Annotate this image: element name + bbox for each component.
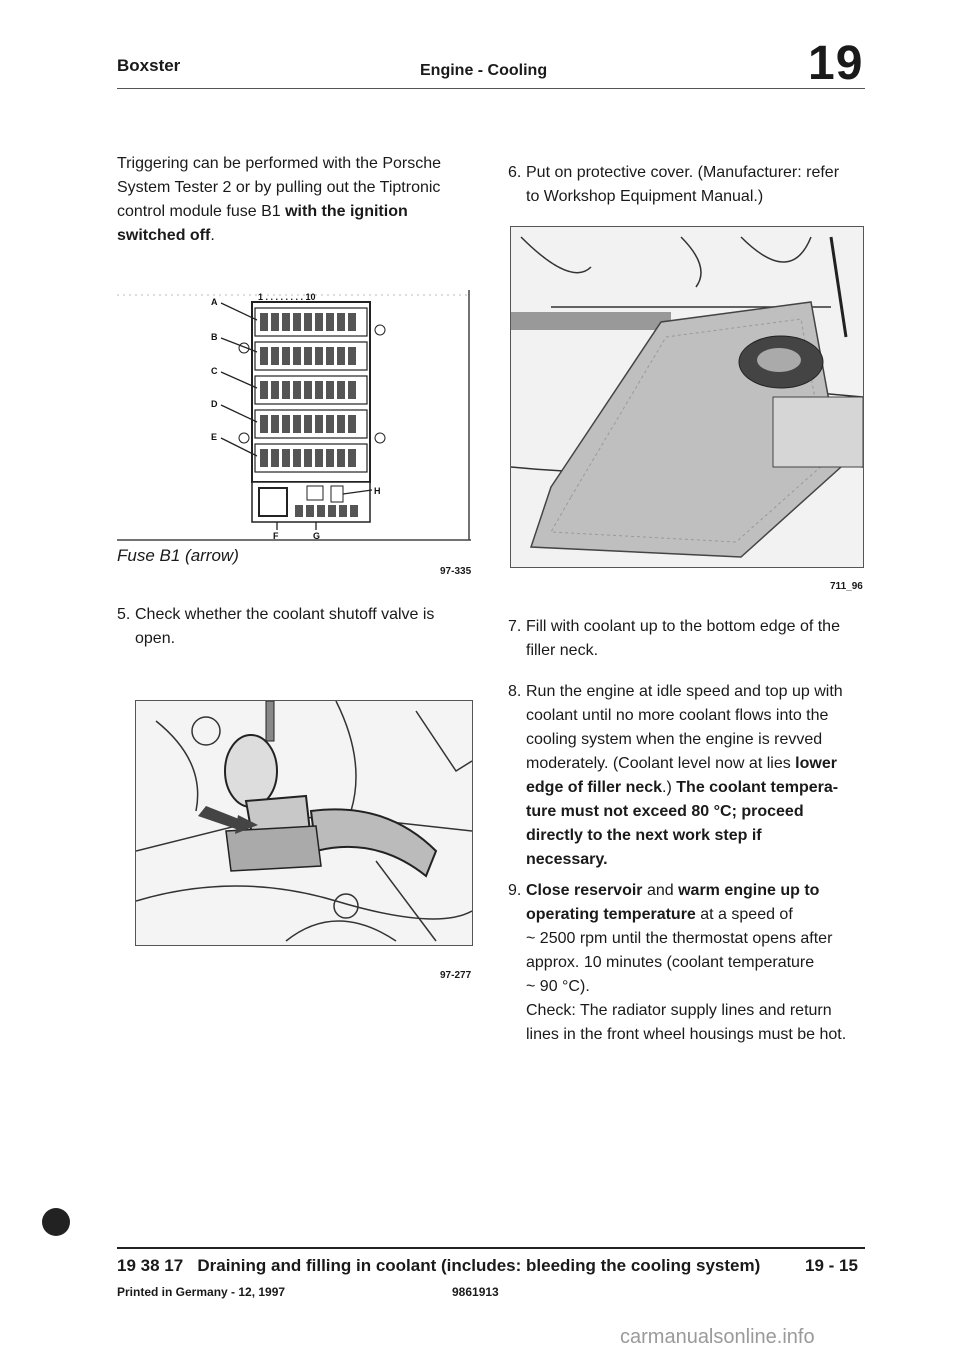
step-number: 6. bbox=[508, 164, 522, 181]
intro-line: Triggering can be performed with the Porsche bbox=[117, 155, 442, 172]
fuse-row-label: E bbox=[211, 432, 218, 442]
fig1-caption: Fuse B1 (arrow) bbox=[117, 546, 239, 565]
header-model: Boxster bbox=[117, 56, 181, 75]
intro-line: switched off. bbox=[117, 227, 215, 244]
footer-rule bbox=[117, 1247, 865, 1249]
fuse-bottom-label: F bbox=[273, 531, 279, 541]
fuse-box-illustration bbox=[117, 290, 471, 542]
step-line: moderately. (Coolant level now at lies lower bbox=[526, 755, 837, 772]
step-number: 7. bbox=[508, 618, 522, 635]
protective-cover-figure bbox=[510, 226, 864, 568]
header-title: Engine - Cooling bbox=[420, 62, 548, 79]
step-line: coolant until no more coolant flows into the bbox=[526, 707, 829, 724]
intro-line: control module fuse B1 with the ignition bbox=[117, 203, 408, 220]
printed-info: Printed in Germany - 12, 1997 bbox=[117, 1285, 286, 1299]
step-line: directly to the next work step if bbox=[526, 827, 762, 844]
step-7 bbox=[508, 615, 868, 663]
step-line: edge of filler neck.) The coolant tempera- bbox=[526, 779, 839, 796]
fuse-row-label: A bbox=[211, 297, 218, 307]
header-rule bbox=[117, 88, 865, 89]
step-line: ture must not exceed 80 °C; proceed bbox=[526, 803, 804, 820]
watermark: carmanualsonline.info bbox=[620, 1326, 815, 1348]
step-line: Run the engine at idle speed and top up with bbox=[526, 683, 843, 700]
fig3-id: 711_96 bbox=[830, 581, 863, 592]
intro-paragraph bbox=[117, 152, 467, 248]
fuse-row-label: D bbox=[211, 399, 218, 409]
step-line: necessary. bbox=[526, 851, 608, 868]
step-8 bbox=[508, 680, 868, 872]
step-line: Close reservoir and warm engine up to bbox=[526, 882, 820, 899]
coolant-valve-figure bbox=[135, 700, 473, 946]
fuse-row-label: C bbox=[211, 366, 218, 376]
fig2-id: 97-277 bbox=[440, 970, 472, 981]
step-line: open. bbox=[135, 630, 176, 647]
step-line: ~ 2500 rpm until the thermostat opens after bbox=[526, 930, 833, 947]
protective-cover-illustration bbox=[511, 227, 863, 567]
step-line: operating temperature at a speed of bbox=[526, 906, 793, 923]
step-number: 8. bbox=[508, 683, 522, 700]
fuse-row-label: B bbox=[211, 332, 218, 342]
intro-line: System Tester 2 or by pulling out the Tiptronic bbox=[117, 179, 441, 196]
fuse-box-figure bbox=[117, 290, 471, 542]
step-6 bbox=[508, 161, 868, 209]
page-number: 19 - 15 bbox=[805, 1256, 858, 1275]
step-line: filler neck. bbox=[526, 642, 599, 659]
group-number: 19 bbox=[808, 37, 864, 90]
step-line: ~ 90 °C). bbox=[526, 978, 590, 995]
fig1-id: 97-335 bbox=[440, 566, 472, 577]
fuse-bottom-label: G bbox=[313, 531, 321, 541]
step-line: cooling system when the engine is revved bbox=[526, 731, 823, 748]
step-line: to Workshop Equipment Manual.) bbox=[526, 188, 764, 205]
fuse-bottom-label: H bbox=[374, 486, 381, 496]
step-line: Put on protective cover. (Manufacturer: refer bbox=[526, 164, 840, 181]
footer-section-title: 19 38 17 Draining and filling in coolant (includes: bleeding the cooling system) bbox=[117, 1256, 761, 1275]
fuse-column-label: 1 . . . . . . . . 10 bbox=[258, 292, 316, 302]
step-line: approx. 10 minutes (coolant temperature bbox=[526, 954, 815, 971]
step-line: Fill with coolant up to the bottom edge of the bbox=[526, 618, 840, 635]
binder-hole bbox=[42, 1208, 70, 1236]
step-line: Check whether the coolant shutoff valve is bbox=[135, 606, 435, 623]
part-number: 9861913 bbox=[452, 1285, 499, 1299]
step-number: 5. bbox=[117, 606, 131, 623]
step-number: 9. bbox=[508, 882, 522, 899]
coolant-valve-illustration bbox=[136, 701, 472, 945]
step-9 bbox=[508, 879, 868, 1047]
step-5 bbox=[117, 603, 471, 651]
step-line: Check: The radiator supply lines and return bbox=[526, 1002, 832, 1019]
step-line: lines in the front wheel housings must be hot. bbox=[526, 1026, 847, 1043]
